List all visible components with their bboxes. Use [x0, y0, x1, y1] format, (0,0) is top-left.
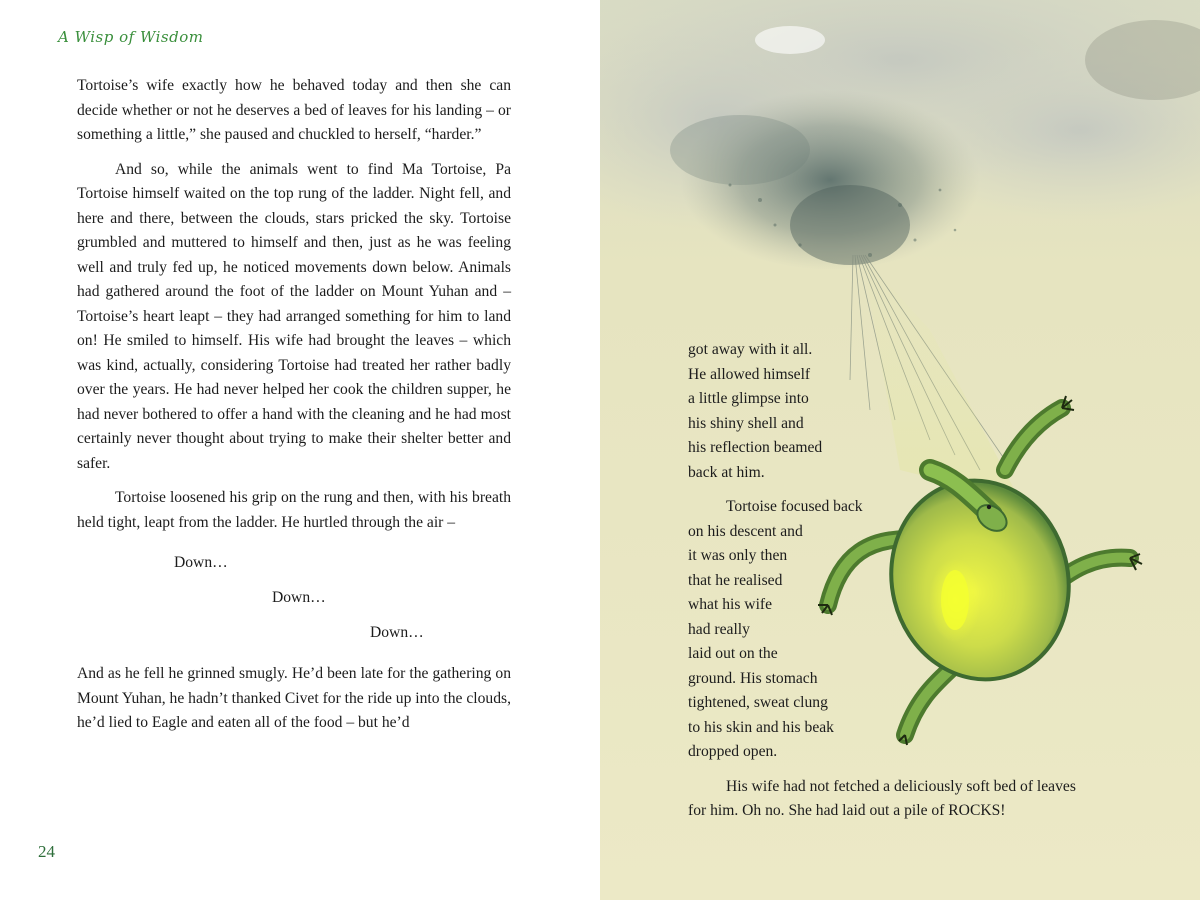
text-line: it was only then — [688, 547, 788, 564]
text-line: what his wife — [688, 596, 773, 613]
left-text-block — [77, 74, 511, 746]
text-line: He allowed himself — [688, 365, 811, 383]
text-line: His wife had not fetched a deliciously soft bed of leaves — [726, 777, 1076, 795]
paragraph: Tortoise loosened his grip on the rung and then, with his breath held tight, leapt from the ladder. He hurtled through the air – — [77, 489, 511, 531]
text-line: back at him. — [688, 463, 765, 481]
text-line: that he realised — [688, 571, 783, 589]
text-line: had really — [688, 620, 750, 638]
text-line: ground. His stomach — [688, 669, 818, 687]
running-head: A Wisp of Wisdom — [58, 28, 204, 46]
text-line: got away with it all. — [688, 341, 813, 358]
paragraph: And so, while the animals went to find Ma Tortoise, Pa Tortoise himself waited on the top rung of the ladder. Night fell, and here and there, between the clouds, stars pricked the sky. Tortoise grumbled and muttered to himself and then, just as he was feeling well and truly fed up, he noticed movements down below. Animals had gathered around the foot of the ladder on Mount Yuhan and – Tortoise’s heart leapt – they had arranged something for him to land on! He smiled to himself. His wife had brought the leaves – which was kind, actually, considering Tortoise had treated her rather badly over the years. He had never helped her cook the children supper, he had never bothered to offer a hand with the cleaning and he had most certainly never thought about trying to make their shelter better and safer. — [77, 160, 511, 472]
text-line: Tortoise focused back — [726, 498, 863, 515]
down-line: Down… — [272, 589, 326, 606]
text-line: for him. Oh no. She had laid out a pile of ROCKS! — [688, 802, 1006, 819]
text-line: laid out on the — [688, 645, 778, 662]
right-page — [600, 0, 1200, 900]
text-line: to his skin and his beak — [688, 718, 834, 736]
page-number: 24 — [38, 842, 55, 861]
text-line: on his descent and — [688, 522, 803, 540]
text-line: a little glimpse into — [688, 390, 809, 407]
text-line: dropped open. — [688, 743, 778, 760]
paragraph: Tortoise’s wife exactly how he behaved today and then she can decide whether or not he deserves a bed of leaves for his landing – or something a little,” she paused and chuckled to herself, “harder.” — [77, 77, 511, 143]
paragraph: And as he fell he grinned smugly. He’d been late for the gathering on Mount Yuhan, he hadn’t thanked Civet for the ride up into the clouds, he’d lied to Eagle and eaten all of the food – but he’d — [77, 665, 511, 731]
down-line: Down… — [370, 624, 424, 641]
text-line: tightened, sweat clung — [688, 694, 828, 711]
text-line: his shiny shell and — [688, 414, 804, 432]
down-line: Down… — [174, 554, 228, 571]
right-text-block — [688, 338, 1118, 824]
text-line: his reflection beamed — [688, 439, 823, 456]
